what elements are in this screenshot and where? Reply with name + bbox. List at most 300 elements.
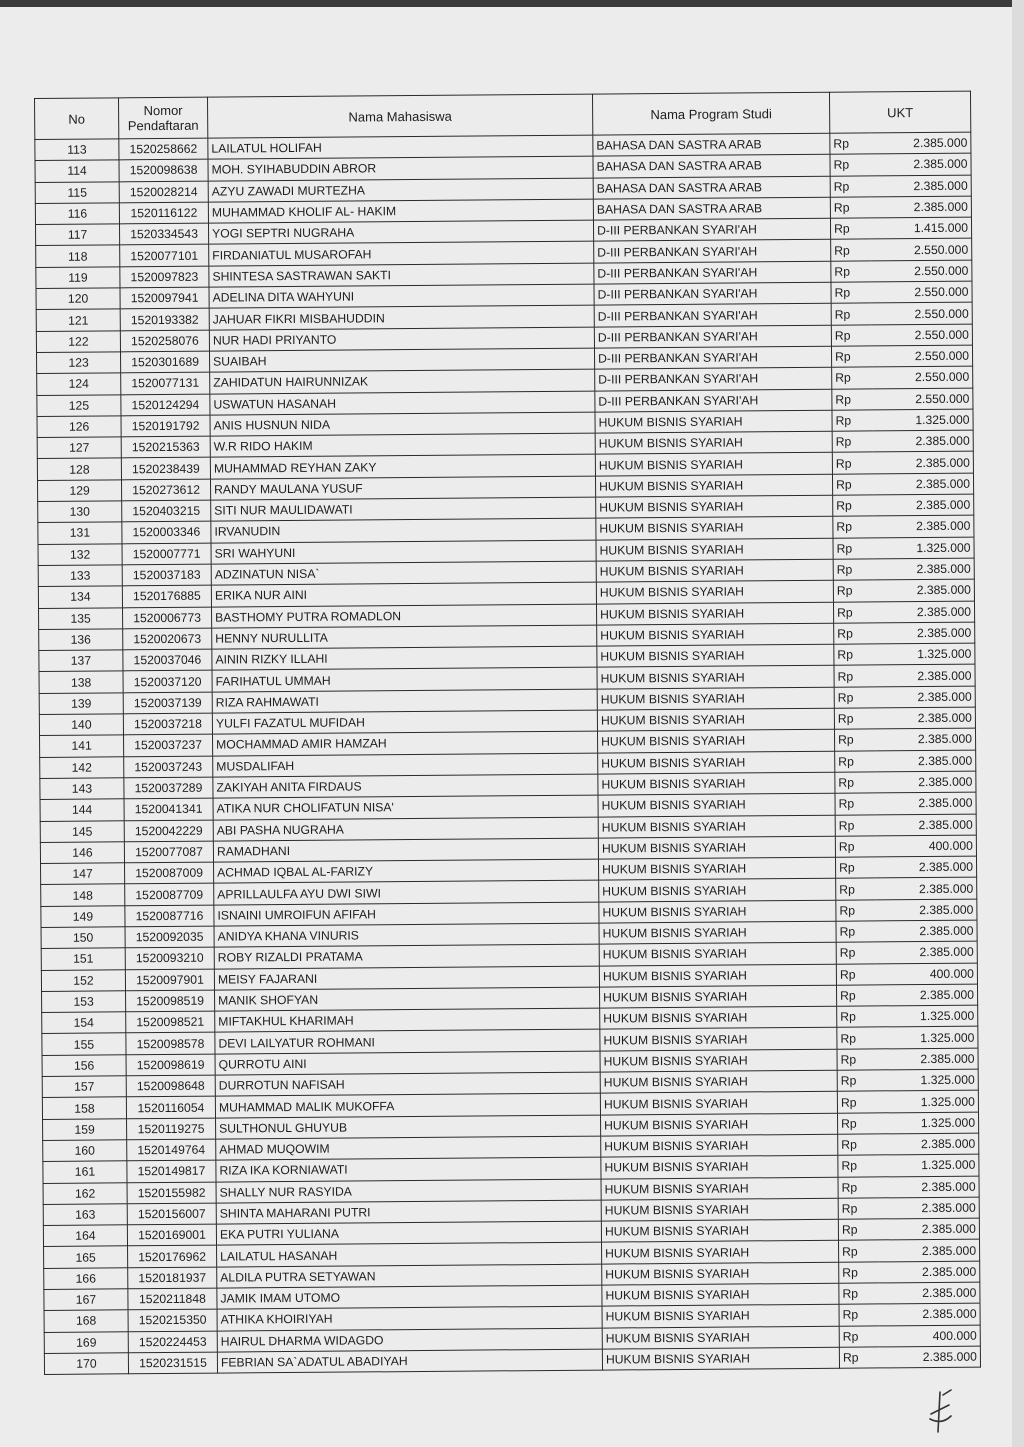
cell-currency: Rp xyxy=(837,1006,877,1028)
cell-no: 138 xyxy=(39,671,123,693)
cell-ukt-amount: 2.385.000 xyxy=(878,1218,979,1240)
cell-nama-program-studi: HUKUM BISNIS SYARIAH xyxy=(599,879,836,902)
header-nomor: Nomor xyxy=(143,102,183,119)
table-header-row xyxy=(35,91,971,139)
cell-currency: Rp xyxy=(832,410,872,432)
cell-currency: Rp xyxy=(830,218,870,240)
cell-nama-mahasiswa: SUAIBAH xyxy=(209,348,594,372)
cell-no: 159 xyxy=(43,1118,127,1140)
cell-nomor-pendaftaran: 1520007771 xyxy=(122,543,211,565)
cell-no: 147 xyxy=(41,863,125,885)
cell-ukt-amount: 1.415.000 xyxy=(870,217,971,239)
cell-no: 168 xyxy=(44,1310,128,1332)
cell-ukt-amount: 2.385.000 xyxy=(872,430,973,452)
cell-ukt-amount: 2.385.000 xyxy=(875,771,976,793)
cell-no: 121 xyxy=(36,309,120,331)
cell-nama-program-studi: D-III PERBANKAN SYARI'AH xyxy=(594,325,831,348)
cell-nomor-pendaftaran: 1520098638 xyxy=(119,159,208,181)
cell-nomor-pendaftaran: 1520149817 xyxy=(127,1160,216,1182)
cell-nama-mahasiswa: JAMIK IMAM UTOMO xyxy=(217,1285,602,1309)
cell-no: 152 xyxy=(41,969,125,991)
cell-currency: Rp xyxy=(831,282,871,304)
cell-nama-mahasiswa: DURROTUN NAFISAH xyxy=(215,1072,600,1096)
cell-currency: Rp xyxy=(835,751,875,773)
cell-no: 142 xyxy=(40,756,124,778)
cell-nama-program-studi: D-III PERBANKAN SYARI'AH xyxy=(593,218,830,241)
cell-nomor-pendaftaran: 1520041341 xyxy=(124,798,213,820)
cell-nama-program-studi: HUKUM BISNIS SYARIAH xyxy=(602,1262,839,1285)
cell-nama-program-studi: HUKUM BISNIS SYARIAH xyxy=(596,538,833,561)
cell-ukt-amount: 1.325.000 xyxy=(877,1069,978,1091)
cell-nomor-pendaftaran: 1520124294 xyxy=(121,394,210,416)
cell-nama-program-studi: HUKUM BISNIS SYARIAH xyxy=(602,1305,839,1328)
cell-ukt-amount: 2.385.000 xyxy=(876,878,977,900)
cell-nomor-pendaftaran: 1520238439 xyxy=(121,458,210,480)
cell-nomor-pendaftaran: 1520077101 xyxy=(120,245,209,267)
cell-nama-program-studi: HUKUM BISNIS SYARIAH xyxy=(595,453,832,476)
cell-currency: Rp xyxy=(838,1155,878,1177)
cell-no: 115 xyxy=(35,181,119,203)
cell-nomor-pendaftaran: 1520037218 xyxy=(123,713,212,735)
cell-no: 117 xyxy=(35,224,119,246)
cell-ukt-amount: 2.385.000 xyxy=(875,792,976,814)
cell-currency: Rp xyxy=(838,1198,878,1220)
cell-no: 116 xyxy=(35,203,119,225)
cell-currency: Rp xyxy=(834,687,874,709)
cell-nomor-pendaftaran: 1520224453 xyxy=(128,1331,217,1353)
cell-nama-mahasiswa: FARIHATUL UMMAH xyxy=(212,668,597,692)
cell-nama-program-studi: BAHASA DAN SASTRA ARAB xyxy=(593,197,830,220)
cell-ukt-amount: 2.385.000 xyxy=(870,132,971,154)
cell-nama-program-studi: D-III PERBANKAN SYARI'AH xyxy=(594,240,831,263)
cell-currency: Rp xyxy=(839,1262,879,1284)
cell-nama-mahasiswa: ATIKA NUR CHOLIFATUN NISA' xyxy=(213,795,598,819)
cell-nama-program-studi: D-III PERBANKAN SYARI'AH xyxy=(594,261,831,284)
cell-nama-program-studi: D-III PERBANKAN SYARI'AH xyxy=(594,282,831,305)
cell-no: 131 xyxy=(38,522,122,544)
cell-nama-program-studi: HUKUM BISNIS SYARIAH xyxy=(601,1219,838,1242)
ukt-table xyxy=(34,91,981,1376)
cell-currency: Rp xyxy=(830,176,870,198)
header-no: No xyxy=(35,98,119,140)
cell-nama-mahasiswa: EKA PUTRI YULIANA xyxy=(216,1221,601,1245)
cell-nama-mahasiswa: MOH. SYIHABUDDIN ABROR xyxy=(208,156,593,180)
cell-ukt-amount: 2.385.000 xyxy=(876,899,977,921)
cell-no: 149 xyxy=(41,905,125,927)
cell-currency: Rp xyxy=(834,729,874,751)
cell-no: 136 xyxy=(39,629,123,651)
cell-no: 148 xyxy=(41,884,125,906)
cell-currency: Rp xyxy=(830,154,870,176)
cell-nomor-pendaftaran: 1520037183 xyxy=(122,564,211,586)
cell-no: 125 xyxy=(37,394,121,416)
cell-no: 140 xyxy=(39,714,123,736)
cell-no: 132 xyxy=(38,543,122,565)
cell-nama-mahasiswa: MANIK SHOFYAN xyxy=(215,987,600,1011)
cell-ukt-amount: 2.385.000 xyxy=(873,494,974,516)
cell-ukt-amount: 1.325.000 xyxy=(872,409,973,431)
cell-nama-program-studi: HUKUM BISNIS SYARIAH xyxy=(600,1092,837,1115)
cell-ukt-amount: 2.385.000 xyxy=(870,153,971,175)
cell-nomor-pendaftaran: 1520087709 xyxy=(125,884,214,906)
cell-nama-mahasiswa: MOCHAMMAD AMIR HAMZAH xyxy=(213,731,598,755)
cell-nomor-pendaftaran: 1520097901 xyxy=(125,969,214,991)
cell-nomor-pendaftaran: 1520215363 xyxy=(121,436,210,458)
cell-ukt-amount: 2.550.000 xyxy=(872,388,973,410)
cell-nama-mahasiswa: FEBRIAN SA`ADATUL ABADIYAH xyxy=(217,1349,602,1373)
cell-nama-mahasiswa: RIZA IKA KORNIAWATI xyxy=(216,1157,601,1181)
cell-nama-program-studi: HUKUM BISNIS SYARIAH xyxy=(599,900,836,923)
cell-ukt-amount: 2.385.000 xyxy=(873,558,974,580)
cell-currency: Rp xyxy=(839,1304,879,1326)
cell-currency: Rp xyxy=(832,474,872,496)
cell-nomor-pendaftaran: 1520037046 xyxy=(123,649,212,671)
cell-nama-program-studi: HUKUM BISNIS SYARIAH xyxy=(601,1134,838,1157)
cell-nama-program-studi: HUKUM BISNIS SYARIAH xyxy=(602,1241,839,1264)
cell-nama-mahasiswa: LAILATUL HOLIFAH xyxy=(208,135,593,159)
cell-currency: Rp xyxy=(833,559,873,581)
cell-nomor-pendaftaran: 1520181937 xyxy=(128,1267,217,1289)
cell-nama-mahasiswa: ACHMAD IQBAL AL-FARIZY xyxy=(214,859,599,883)
cell-no: 145 xyxy=(40,820,124,842)
cell-currency: Rp xyxy=(839,1347,879,1369)
cell-nomor-pendaftaran: 1520087716 xyxy=(125,905,214,927)
cell-ukt-amount: 2.550.000 xyxy=(871,324,972,346)
cell-nomor-pendaftaran: 1520093210 xyxy=(125,947,214,969)
cell-nama-mahasiswa: MIFTAKHUL KHARIMAH xyxy=(215,1008,600,1032)
header-nama-program-studi: Nama Program Studi xyxy=(592,92,829,135)
cell-currency: Rp xyxy=(837,1113,877,1135)
cell-ukt-amount: 2.550.000 xyxy=(871,303,972,325)
cell-nama-program-studi: HUKUM BISNIS SYARIAH xyxy=(600,1028,837,1051)
cell-ukt-amount: 2.385.000 xyxy=(876,920,977,942)
cell-nama-program-studi: BAHASA DAN SASTRA ARAB xyxy=(593,155,830,178)
cell-nama-mahasiswa: AININ RIZKY ILLAHI xyxy=(212,646,597,670)
cell-no: 135 xyxy=(39,607,123,629)
cell-nomor-pendaftaran: 1520098521 xyxy=(126,1011,215,1033)
cell-no: 170 xyxy=(44,1353,128,1375)
cell-currency: Rp xyxy=(834,644,874,666)
cell-ukt-amount: 2.385.000 xyxy=(870,175,971,197)
cell-nama-program-studi: HUKUM BISNIS SYARIAH xyxy=(599,964,836,987)
cell-nama-program-studi: HUKUM BISNIS SYARIAH xyxy=(599,985,836,1008)
cell-nama-mahasiswa: YULFI FAZATUL MUFIDAH xyxy=(212,710,597,734)
cell-no: 169 xyxy=(44,1331,128,1353)
cell-nama-program-studi: HUKUM BISNIS SYARIAH xyxy=(601,1177,838,1200)
cell-nomor-pendaftaran: 1520273612 xyxy=(121,479,210,501)
handwritten-signature xyxy=(922,1388,958,1436)
cell-no: 123 xyxy=(36,352,120,374)
cell-ukt-amount: 2.385.000 xyxy=(874,622,975,644)
cell-nomor-pendaftaran: 1520097823 xyxy=(120,266,209,288)
cell-ukt-amount: 2.385.000 xyxy=(875,750,976,772)
cell-currency: Rp xyxy=(833,601,873,623)
cell-no: 146 xyxy=(40,842,124,864)
cell-nama-mahasiswa: ZAKIYAH ANITA FIRDAUS xyxy=(213,774,598,798)
cell-nomor-pendaftaran: 1520037243 xyxy=(124,756,213,778)
cell-nama-program-studi: HUKUM BISNIS SYARIAH xyxy=(598,751,835,774)
cell-currency: Rp xyxy=(837,1049,877,1071)
cell-no: 139 xyxy=(39,693,123,715)
cell-nomor-pendaftaran: 1520077131 xyxy=(121,372,210,394)
cell-nama-mahasiswa: ADELINA DITA WAHYUNI xyxy=(209,284,594,308)
cell-nama-program-studi: HUKUM BISNIS SYARIAH xyxy=(596,517,833,540)
cell-no: 156 xyxy=(42,1055,126,1077)
cell-currency: Rp xyxy=(838,1134,878,1156)
scan-right-edge xyxy=(1012,0,1024,1447)
cell-nama-program-studi: BAHASA DAN SASTRA ARAB xyxy=(593,133,830,156)
cell-nama-mahasiswa: SITI NUR MAULIDAWATI xyxy=(211,497,596,521)
cell-no: 133 xyxy=(38,565,122,587)
cell-nama-mahasiswa: RIZA RAHMAWATI xyxy=(212,689,597,713)
cell-nama-mahasiswa: HAIRUL DHARMA WIDAGDO xyxy=(217,1328,602,1352)
cell-nama-mahasiswa: HENNY NURULLITA xyxy=(212,625,597,649)
cell-currency: Rp xyxy=(836,900,876,922)
header-ukt: UKT xyxy=(829,91,970,133)
cell-no: 166 xyxy=(44,1268,128,1290)
cell-ukt-amount: 2.385.000 xyxy=(874,665,975,687)
cell-nomor-pendaftaran: 1520193382 xyxy=(120,309,209,331)
table-body xyxy=(35,132,981,1375)
cell-ukt-amount: 2.385.000 xyxy=(878,1240,979,1262)
cell-ukt-amount: 2.550.000 xyxy=(871,239,972,261)
cell-nomor-pendaftaran: 1520037289 xyxy=(124,777,213,799)
cell-no: 157 xyxy=(42,1076,126,1098)
cell-nomor-pendaftaran: 1520215350 xyxy=(128,1309,217,1331)
cell-ukt-amount: 2.385.000 xyxy=(875,814,976,836)
cell-ukt-amount: 2.385.000 xyxy=(873,601,974,623)
cell-nama-mahasiswa: YOGI SEPTRI NUGRAHA xyxy=(208,220,593,244)
cell-nama-program-studi: HUKUM BISNIS SYARIAH xyxy=(597,623,834,646)
cell-no: 151 xyxy=(41,948,125,970)
cell-nomor-pendaftaran: 1520116054 xyxy=(126,1096,215,1118)
cell-no: 143 xyxy=(40,778,124,800)
cell-nama-mahasiswa: AZYU ZAWADI MURTEZHA xyxy=(208,178,593,202)
cell-ukt-amount: 2.385.000 xyxy=(872,452,973,474)
cell-nama-program-studi: HUKUM BISNIS SYARIAH xyxy=(598,772,835,795)
cell-currency: Rp xyxy=(831,303,871,325)
cell-nama-mahasiswa: MUHAMMAD KHOLIF AL- HAKIM xyxy=(208,199,593,223)
cell-no: 153 xyxy=(42,991,126,1013)
cell-currency: Rp xyxy=(834,708,874,730)
cell-nomor-pendaftaran: 1520176885 xyxy=(122,585,211,607)
cell-currency: Rp xyxy=(832,388,872,410)
cell-currency: Rp xyxy=(831,325,871,347)
cell-nama-mahasiswa: ERIKA NUR AINI xyxy=(211,582,596,606)
cell-ukt-amount: 1.325.000 xyxy=(877,1090,978,1112)
cell-nama-program-studi: HUKUM BISNIS SYARIAH xyxy=(602,1283,839,1306)
cell-nama-program-studi: HUKUM BISNIS SYARIAH xyxy=(598,793,835,816)
cell-nama-mahasiswa: ANIDYA KHANA VINURIS xyxy=(214,923,599,947)
cell-ukt-amount: 2.550.000 xyxy=(872,366,973,388)
cell-nama-program-studi: D-III PERBANKAN SYARI'AH xyxy=(594,346,831,369)
cell-nama-program-studi: HUKUM BISNIS SYARIAH xyxy=(595,431,832,454)
cell-nomor-pendaftaran: 1520097941 xyxy=(120,287,209,309)
cell-no: 144 xyxy=(40,799,124,821)
cell-currency: Rp xyxy=(834,665,874,687)
cell-no: 134 xyxy=(38,586,122,608)
cell-currency: Rp xyxy=(832,431,872,453)
cell-ukt-amount: 2.385.000 xyxy=(879,1282,980,1304)
cell-nama-program-studi: HUKUM BISNIS SYARIAH xyxy=(601,1113,838,1136)
cell-nama-program-studi: HUKUM BISNIS SYARIAH xyxy=(596,602,833,625)
cell-ukt-amount: 1.325.000 xyxy=(877,1027,978,1049)
cell-no: 128 xyxy=(37,458,121,480)
header-nomor-pendaftaran xyxy=(119,97,208,139)
cell-currency: Rp xyxy=(833,538,873,560)
cell-nama-mahasiswa: ABI PASHA NUGRAHA xyxy=(213,817,598,841)
cell-nama-mahasiswa: SULTHONUL GHUYUB xyxy=(216,1115,601,1139)
cell-nama-mahasiswa: APRILLAULFA AYU DWI SIWI xyxy=(214,880,599,904)
cell-currency: Rp xyxy=(838,1219,878,1241)
cell-ukt-amount: 2.385.000 xyxy=(879,1303,980,1325)
cell-currency: Rp xyxy=(835,857,875,879)
cell-nama-program-studi: HUKUM BISNIS SYARIAH xyxy=(596,559,833,582)
cell-nomor-pendaftaran: 1520169001 xyxy=(127,1224,216,1246)
cell-nama-mahasiswa: ADZINATUN NISA` xyxy=(211,561,596,585)
cell-nomor-pendaftaran: 1520098578 xyxy=(126,1033,215,1055)
cell-nama-mahasiswa: ANIS HUSNUN NIDA xyxy=(210,412,595,436)
cell-nama-mahasiswa: DEVI LAILYATUR ROHMANI xyxy=(215,1030,600,1054)
cell-currency: Rp xyxy=(838,1240,878,1262)
cell-nama-mahasiswa: RAMADHANI xyxy=(213,838,598,862)
cell-nomor-pendaftaran: 1520003346 xyxy=(122,521,211,543)
cell-currency: Rp xyxy=(835,793,875,815)
cell-nama-mahasiswa: ZAHIDATUN HAIRUNNIZAK xyxy=(210,369,595,393)
cell-no: 155 xyxy=(42,1033,126,1055)
cell-nomor-pendaftaran: 1520006773 xyxy=(123,607,212,629)
cell-nama-mahasiswa: RANDY MAULANA YUSUF xyxy=(210,476,595,500)
cell-currency: Rp xyxy=(836,963,876,985)
cell-currency: Rp xyxy=(836,921,876,943)
cell-currency: Rp xyxy=(834,623,874,645)
cell-currency: Rp xyxy=(835,814,875,836)
cell-no: 129 xyxy=(38,480,122,502)
cell-ukt-amount: 1.325.000 xyxy=(877,1112,978,1134)
cell-no: 137 xyxy=(39,650,123,672)
cell-ukt-amount: 2.385.000 xyxy=(877,1048,978,1070)
cell-no: 164 xyxy=(43,1225,127,1247)
cell-ukt-amount: 2.385.000 xyxy=(873,579,974,601)
cell-ukt-amount: 400.000 xyxy=(876,963,977,985)
cell-currency: Rp xyxy=(838,1176,878,1198)
cell-nama-program-studi: HUKUM BISNIS SYARIAH xyxy=(598,836,835,859)
cell-ukt-amount: 2.385.000 xyxy=(872,473,973,495)
cell-ukt-amount: 400.000 xyxy=(879,1325,980,1347)
cell-nomor-pendaftaran: 1520231515 xyxy=(128,1352,217,1374)
cell-nama-program-studi: HUKUM BISNIS SYARIAH xyxy=(598,857,835,880)
cell-ukt-amount: 2.385.000 xyxy=(874,686,975,708)
cell-nomor-pendaftaran: 1520042229 xyxy=(124,820,213,842)
cell-no: 118 xyxy=(36,245,120,267)
cell-no: 127 xyxy=(37,437,121,459)
cell-nomor-pendaftaran: 1520028214 xyxy=(119,181,208,203)
cell-ukt-amount: 2.385.000 xyxy=(874,728,975,750)
cell-ukt-amount: 2.385.000 xyxy=(878,1197,979,1219)
cell-nama-program-studi: D-III PERBANKAN SYARI'AH xyxy=(595,389,832,412)
cell-nomor-pendaftaran: 1520037120 xyxy=(123,671,212,693)
cell-nama-program-studi: HUKUM BISNIS SYARIAH xyxy=(597,708,834,731)
cell-nomor-pendaftaran: 1520176962 xyxy=(128,1246,217,1268)
cell-ukt-amount: 400.000 xyxy=(875,835,976,857)
cell-no: 113 xyxy=(35,139,119,161)
cell-no: 165 xyxy=(44,1246,128,1268)
document-sheet xyxy=(34,91,981,1376)
cell-nomor-pendaftaran: 1520098619 xyxy=(126,1054,215,1076)
cell-nomor-pendaftaran: 1520098519 xyxy=(126,990,215,1012)
cell-nama-mahasiswa: NUR HADI PRIYANTO xyxy=(209,327,594,351)
cell-no: 161 xyxy=(43,1161,127,1183)
cell-nomor-pendaftaran: 1520098648 xyxy=(126,1075,215,1097)
cell-nama-mahasiswa: ALDILA PUTRA SETYAWAN xyxy=(217,1264,602,1288)
cell-nomor-pendaftaran: 1520155982 xyxy=(127,1182,216,1204)
cell-no: 162 xyxy=(43,1182,127,1204)
cell-nomor-pendaftaran: 1520037139 xyxy=(123,692,212,714)
cell-currency: Rp xyxy=(835,772,875,794)
cell-no: 114 xyxy=(35,160,119,182)
cell-nomor-pendaftaran: 1520258662 xyxy=(119,138,208,160)
cell-nomor-pendaftaran: 1520334543 xyxy=(119,223,208,245)
cell-currency: Rp xyxy=(836,985,876,1007)
cell-nomor-pendaftaran: 1520301689 xyxy=(120,351,209,373)
cell-nomor-pendaftaran: 1520119275 xyxy=(127,1118,216,1140)
cell-no: 150 xyxy=(41,927,125,949)
cell-nama-program-studi: HUKUM BISNIS SYARIAH xyxy=(596,580,833,603)
cell-currency: Rp xyxy=(830,133,870,155)
cell-no: 163 xyxy=(43,1204,127,1226)
cell-currency: Rp xyxy=(836,942,876,964)
cell-currency: Rp xyxy=(832,452,872,474)
cell-ukt-amount: 2.385.000 xyxy=(878,1176,979,1198)
cell-no: 160 xyxy=(43,1140,127,1162)
cell-currency: Rp xyxy=(831,346,871,368)
cell-nama-program-studi: HUKUM BISNIS SYARIAH xyxy=(597,644,834,667)
cell-nama-mahasiswa: FIRDANIATUL MUSAROFAH xyxy=(209,242,594,266)
cell-nama-mahasiswa: SHALLY NUR RASYIDA xyxy=(216,1179,601,1203)
cell-nomor-pendaftaran: 1520191792 xyxy=(121,415,210,437)
cell-nomor-pendaftaran: 1520403215 xyxy=(122,500,211,522)
cell-ukt-amount: 2.385.000 xyxy=(875,856,976,878)
cell-nomor-pendaftaran: 1520149764 xyxy=(127,1139,216,1161)
cell-currency: Rp xyxy=(837,1027,877,1049)
cell-ukt-amount: 2.385.000 xyxy=(870,196,971,218)
cell-nama-program-studi: HUKUM BISNIS SYARIAH xyxy=(600,1006,837,1029)
cell-nomor-pendaftaran: 1520037237 xyxy=(124,734,213,756)
cell-currency: Rp xyxy=(836,878,876,900)
cell-nama-program-studi: HUKUM BISNIS SYARIAH xyxy=(597,730,834,753)
cell-nama-program-studi: D-III PERBANKAN SYARI'AH xyxy=(595,368,832,391)
cell-ukt-amount: 2.385.000 xyxy=(873,515,974,537)
cell-no: 154 xyxy=(42,1012,126,1034)
cell-no: 119 xyxy=(36,267,120,289)
cell-currency: Rp xyxy=(833,495,873,517)
cell-nomor-pendaftaran: 1520077087 xyxy=(124,841,213,863)
cell-nama-mahasiswa: AHMAD MUQOWIM xyxy=(216,1136,601,1160)
cell-currency: Rp xyxy=(830,197,870,219)
cell-nama-mahasiswa: ATHIKA KHOIRIYAH xyxy=(217,1306,602,1330)
cell-currency: Rp xyxy=(839,1283,879,1305)
cell-nama-program-studi: HUKUM BISNIS SYARIAH xyxy=(597,666,834,689)
cell-nama-program-studi: HUKUM BISNIS SYARIAH xyxy=(601,1198,838,1221)
cell-nama-program-studi: BAHASA DAN SASTRA ARAB xyxy=(593,176,830,199)
cell-ukt-amount: 1.325.000 xyxy=(878,1154,979,1176)
cell-nama-mahasiswa: W.R RIDO HAKIM xyxy=(210,433,595,457)
cell-nama-mahasiswa: JAHUAR FIKRI MISBAHUDDIN xyxy=(209,305,594,329)
cell-no: 126 xyxy=(37,416,121,438)
cell-nama-program-studi: HUKUM BISNIS SYARIAH xyxy=(602,1347,839,1370)
cell-nama-mahasiswa: MUSDALIFAH xyxy=(213,753,598,777)
cell-nomor-pendaftaran: 1520092035 xyxy=(125,926,214,948)
